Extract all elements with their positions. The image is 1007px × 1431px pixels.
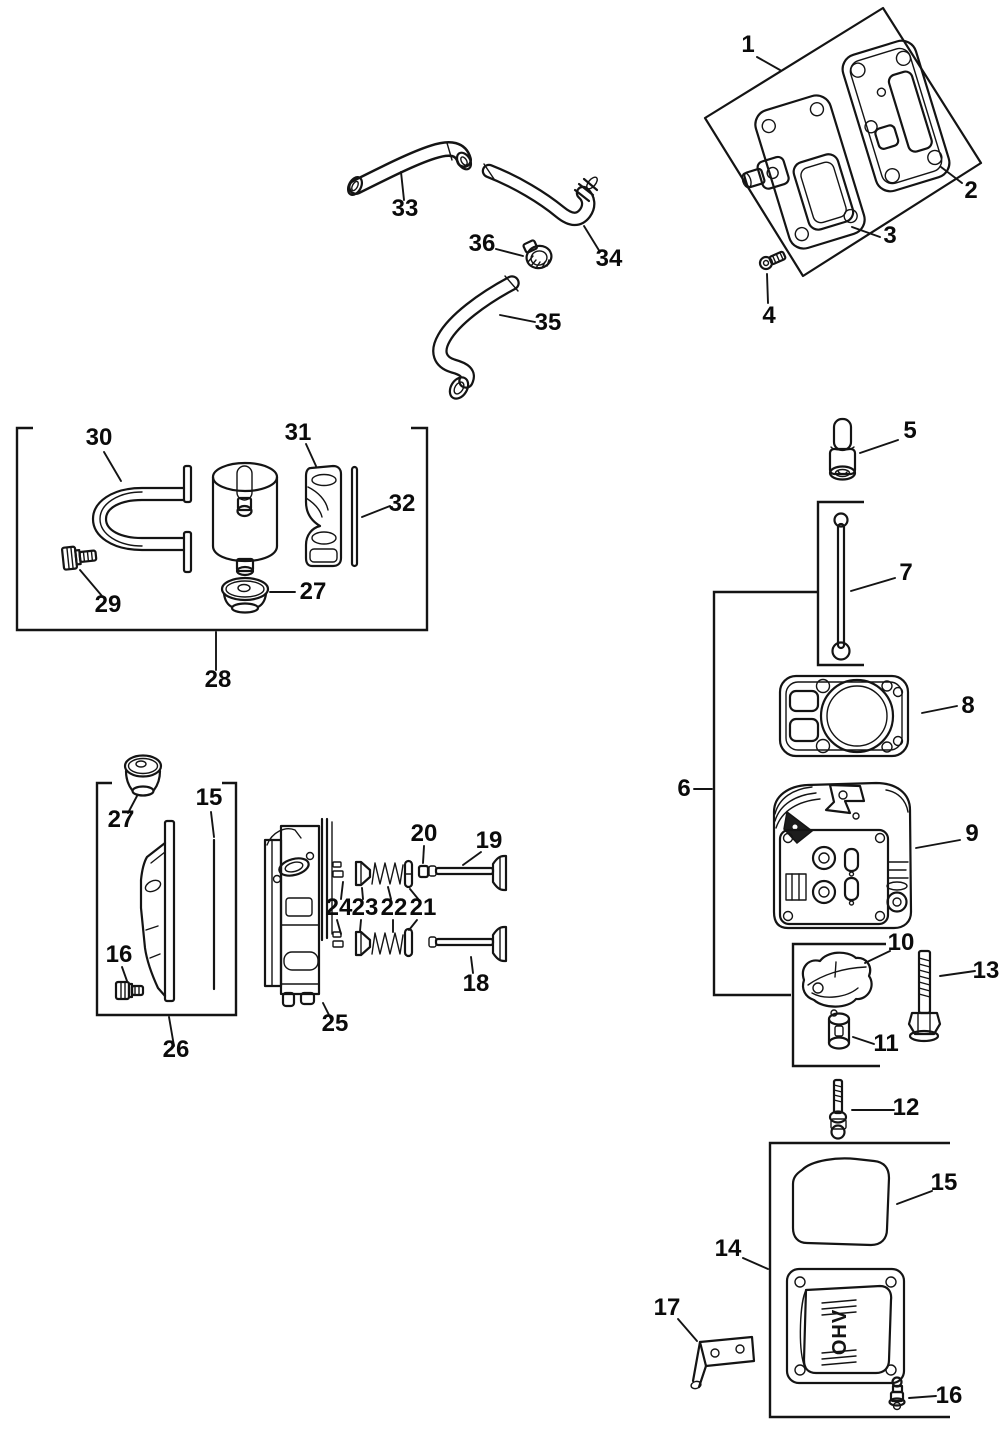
callout-5: 5 — [903, 417, 917, 444]
callout-11: 11 — [873, 1030, 899, 1057]
callout-4: 4 — [762, 302, 776, 329]
part-35-breather-hose-lower — [440, 276, 518, 402]
callout-7: 7 — [899, 559, 913, 586]
part-4-screw — [758, 249, 787, 271]
callout-28: 28 — [204, 666, 232, 693]
callout-27-box26: 27 — [107, 806, 135, 833]
group-28-fuel-filter-kit-box — [17, 428, 427, 670]
ohv-embossed-text: OHV — [829, 1308, 851, 1356]
part-32-strip — [352, 467, 357, 566]
callout-9: 9 — [965, 820, 979, 847]
part-11-valve-cap — [829, 1010, 849, 1049]
callout-35: 35 — [534, 309, 562, 336]
callout-33: 33 — [391, 195, 419, 222]
part-3-breather-cover — [725, 92, 868, 261]
callout-14: 14 — [714, 1235, 742, 1262]
part-27-grommet-breather-box — [125, 756, 161, 796]
callout-8: 8 — [961, 692, 975, 719]
part-34-breather-tube — [484, 164, 599, 219]
part-5-valve-guide — [830, 419, 855, 480]
valve-cover-ohv — [787, 1269, 904, 1383]
callout-18: 18 — [462, 970, 490, 997]
part-29-bolt — [62, 544, 97, 569]
part-33-breather-hose — [345, 143, 474, 197]
callout-16-box14: 16 — [935, 1382, 963, 1409]
part-27-grommet-fuel-box — [222, 578, 268, 613]
part-31-bracket — [306, 466, 341, 566]
callout-29: 29 — [94, 591, 122, 618]
callout-20: 20 — [410, 820, 438, 847]
callout-21: 21 — [409, 894, 437, 921]
callout-22: 22 — [380, 894, 408, 921]
valve-train-top-row — [333, 856, 506, 890]
callout-3: 3 — [883, 222, 897, 249]
callout-2: 2 — [964, 177, 978, 204]
callout-15-box14: 15 — [930, 1169, 958, 1196]
part-13-head-bolt — [909, 951, 940, 1041]
callout-19: 19 — [475, 827, 503, 854]
callout-17: 17 — [653, 1294, 681, 1321]
callout-23: 23 — [351, 894, 379, 921]
callout-30: 30 — [85, 424, 113, 451]
callout-31: 31 — [284, 419, 312, 446]
part-15-valve-cover-gasket — [793, 1158, 889, 1245]
callout-15-box26: 15 — [195, 784, 223, 811]
part-9-cylinder-head — [774, 783, 911, 928]
callout-34: 34 — [595, 245, 623, 272]
part-2-breather-gasket — [839, 37, 953, 195]
callout-13: 13 — [972, 957, 1000, 984]
callout-26: 26 — [162, 1036, 190, 1063]
callout-24: 24 — [325, 894, 353, 921]
group-14-valve-cover-box — [743, 1143, 950, 1417]
callout-32: 32 — [388, 490, 416, 517]
part-12-stud — [830, 1080, 846, 1139]
part-7-push-rod — [818, 502, 864, 665]
callout-1: 1 — [741, 31, 755, 58]
callout-16-box26: 16 — [105, 941, 133, 968]
callout-25: 25 — [321, 1010, 349, 1037]
fuel-filter-canister — [213, 463, 277, 575]
callout-10: 10 — [887, 929, 915, 956]
callout-36: 36 — [468, 230, 496, 257]
valve-train-bottom-row — [333, 927, 506, 961]
part-10-rocker-arm — [803, 953, 872, 1007]
callout-12: 12 — [892, 1094, 920, 1121]
part-25-head-side-view — [265, 819, 332, 1006]
callout-6: 6 — [677, 775, 691, 802]
part-36-hose-clamp — [523, 240, 554, 271]
part-30-clamp-band — [93, 466, 191, 572]
part-17-bracket — [690, 1337, 754, 1390]
part-16-bolt-box26 — [116, 982, 143, 999]
group-6-head-assembly-bracket — [694, 592, 818, 995]
part-8-head-gasket — [780, 676, 908, 756]
callout-27-fuel-box: 27 — [299, 578, 327, 605]
breather-cover-plate — [141, 821, 174, 1001]
